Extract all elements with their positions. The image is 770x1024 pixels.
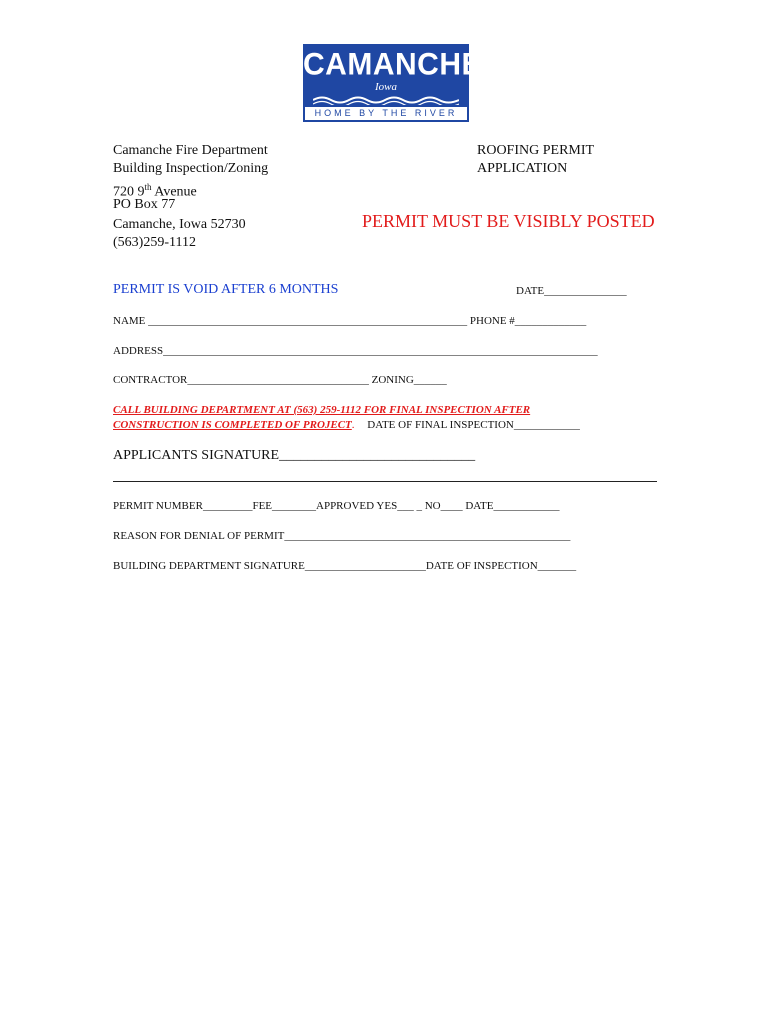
building-dept-signature-field[interactable]: BUILDING DEPARTMENT SIGNATURE______________________DATE OF INSPECTION_______ <box>113 560 577 572</box>
street-name: Avenue <box>151 184 197 200</box>
form-title-line2: APPLICATION <box>477 161 568 176</box>
date-field[interactable]: DATE_______________ <box>516 285 627 297</box>
dept-phone: (563)259-1112 <box>113 235 196 250</box>
permit-approval-field[interactable]: PERMIT NUMBER_________FEE________APPROVED YES___ _ NO____ DATE____________ <box>113 500 560 512</box>
logo-tagline: HOME BY THE RIVER <box>303 105 469 122</box>
section-divider <box>113 481 657 482</box>
dept-po-box: PO Box 77 <box>113 197 176 212</box>
street-number: 720 9 <box>113 184 145 200</box>
warning-period: . <box>351 419 355 431</box>
contractor-zoning-field[interactable]: CONTRACTOR_________________________________ ZONING______ <box>113 374 447 386</box>
logo-state: Iowa <box>375 81 397 93</box>
street-suffix: th <box>144 182 152 192</box>
inspection-warning-line1: CALL BUILDING DEPARTMENT AT (563) 259-1112 FOR FINAL INSPECTION AFTER <box>113 404 531 416</box>
inspection-warning-line2: CONSTRUCTION IS COMPLETED OF PROJECT <box>113 419 352 431</box>
final-inspection-date-field[interactable]: DATE OF FINAL INSPECTION____________ <box>367 419 580 431</box>
posted-notice: PERMIT MUST BE VISIBLY POSTED <box>362 211 655 231</box>
dept-division: Building Inspection/Zoning <box>113 161 269 176</box>
form-title-line1: ROOFING PERMIT <box>477 143 595 158</box>
applicant-signature-field[interactable]: APPLICANTS SIGNATURE____________________________ <box>113 448 476 463</box>
void-notice: PERMIT IS VOID AFTER 6 MONTHS <box>113 282 339 297</box>
denial-reason-field[interactable]: REASON FOR DENIAL OF PERMIT____________________________________________________ <box>113 530 571 542</box>
address-field[interactable]: ADDRESS_______________________________________________________________________________ <box>113 345 598 357</box>
inspection-warning-line2-row <box>113 419 580 431</box>
name-phone-field[interactable]: NAME __________________________________________________________ PHONE #_____________ <box>113 315 587 327</box>
logo-name: CAMANCHE <box>303 47 482 82</box>
dept-name: Camanche Fire Department <box>113 143 268 158</box>
dept-city: Camanche, Iowa 52730 <box>113 217 246 232</box>
camanche-logo <box>303 44 482 122</box>
